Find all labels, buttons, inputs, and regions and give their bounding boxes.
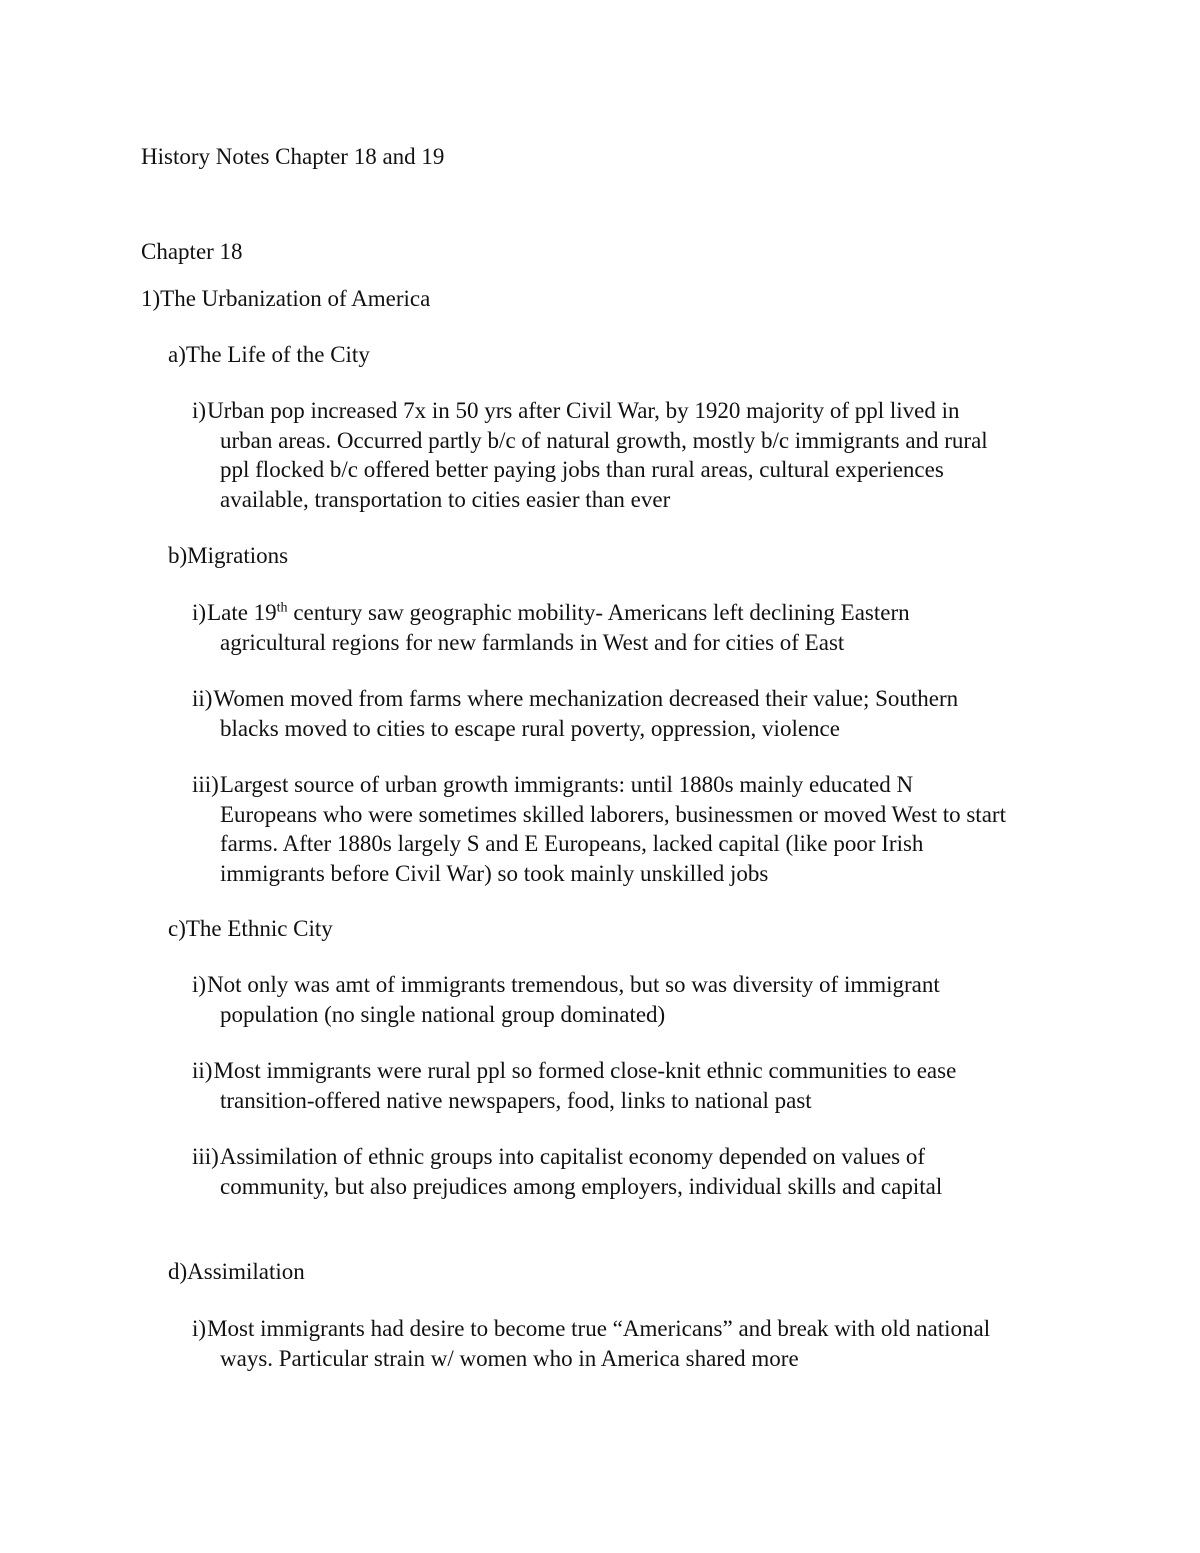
outline-text: The Urbanization of America [160, 286, 431, 311]
outline-marker: c) [168, 916, 186, 941]
outline-item-c-i [193, 970, 1008, 1029]
outline-marker: i) [192, 972, 207, 997]
outline-item-b-i [193, 598, 1008, 657]
document-title: History Notes Chapter 18 and 19 [141, 144, 445, 169]
outline-item-b-iii [193, 770, 1008, 888]
outline-text: Largest source of urban growth immigrants: until 1880s mainly educated N Europeans who were sometimes skilled laborers, businessmen or moved West to start farms. After 1880s largely S and E Europeans, lacked capital (like poor Irish immigrants before Civil War) so took mainly unskilled jobs [219, 772, 1006, 886]
outline-text: Assimilation of ethnic groups into capitalist economy depended on values of community, but also prejudices among employers, individual skills and capital [219, 1144, 943, 1199]
outline-marker: ii) [192, 1058, 213, 1083]
outline-marker: i) [192, 1316, 207, 1341]
outline-item-b [168, 541, 288, 571]
outline-item-c-ii [193, 1056, 1008, 1115]
outline-text: The Life of the City [185, 342, 370, 367]
superscript: th [276, 600, 288, 616]
outline-marker: i) [192, 600, 207, 625]
outline-item-a [168, 340, 370, 370]
outline-item-c-iii [193, 1142, 1008, 1201]
outline-marker: d) [168, 1259, 188, 1284]
outline-marker: b) [168, 543, 188, 568]
outline-text: Not only was amt of immigrants tremendous, but so was diversity of immigrant population (no single national group dominated) [207, 972, 940, 1027]
outline-item-a-i [193, 396, 1008, 514]
outline-marker: iii) [192, 1144, 219, 1169]
outline-text: Migrations [187, 543, 289, 568]
outline-text: Women moved from farms where mechanization decreased their value; Southern blacks moved to cities to escape rural poverty, oppression, violence [213, 686, 959, 741]
outline-text: The Ethnic City [185, 916, 333, 941]
outline-text: Assimilation [187, 1259, 305, 1284]
outline-marker: 1) [141, 286, 161, 311]
outline-marker: i) [192, 398, 207, 423]
outline-marker: a) [168, 342, 186, 367]
outline-item-d-i [193, 1314, 1008, 1373]
outline-text: Urban pop increased 7x in 50 yrs after Civil War, by 1920 majority of ppl lived in urban areas. Occurred partly b/c of natural growth, mostly b/c immigrants and rural ppl flocked b/c offered better paying jobs than rural areas, cultural experiences available, transportation to cities easier than ever [207, 398, 988, 512]
outline-item-c [168, 914, 333, 944]
chapter-heading: Chapter 18 [141, 239, 243, 264]
outline-item-b-ii [193, 684, 1008, 743]
outline-item-d [168, 1257, 305, 1287]
outline-marker: iii) [192, 772, 219, 797]
outline-item-1 [141, 284, 430, 314]
outline-text: Most immigrants had desire to become true “Americans” and break with old national ways. Particular strain w/ women who in America shared more [207, 1316, 991, 1371]
outline-text: Late 19th century saw geographic mobility- Americans left declining Eastern agricultural regions for new farmlands in West and for cities of East [207, 600, 910, 655]
outline-marker: ii) [192, 686, 213, 711]
outline-text: Most immigrants were rural ppl so formed close-knit ethnic communities to ease transition-offered native newspapers, food, links to national past [213, 1058, 957, 1113]
